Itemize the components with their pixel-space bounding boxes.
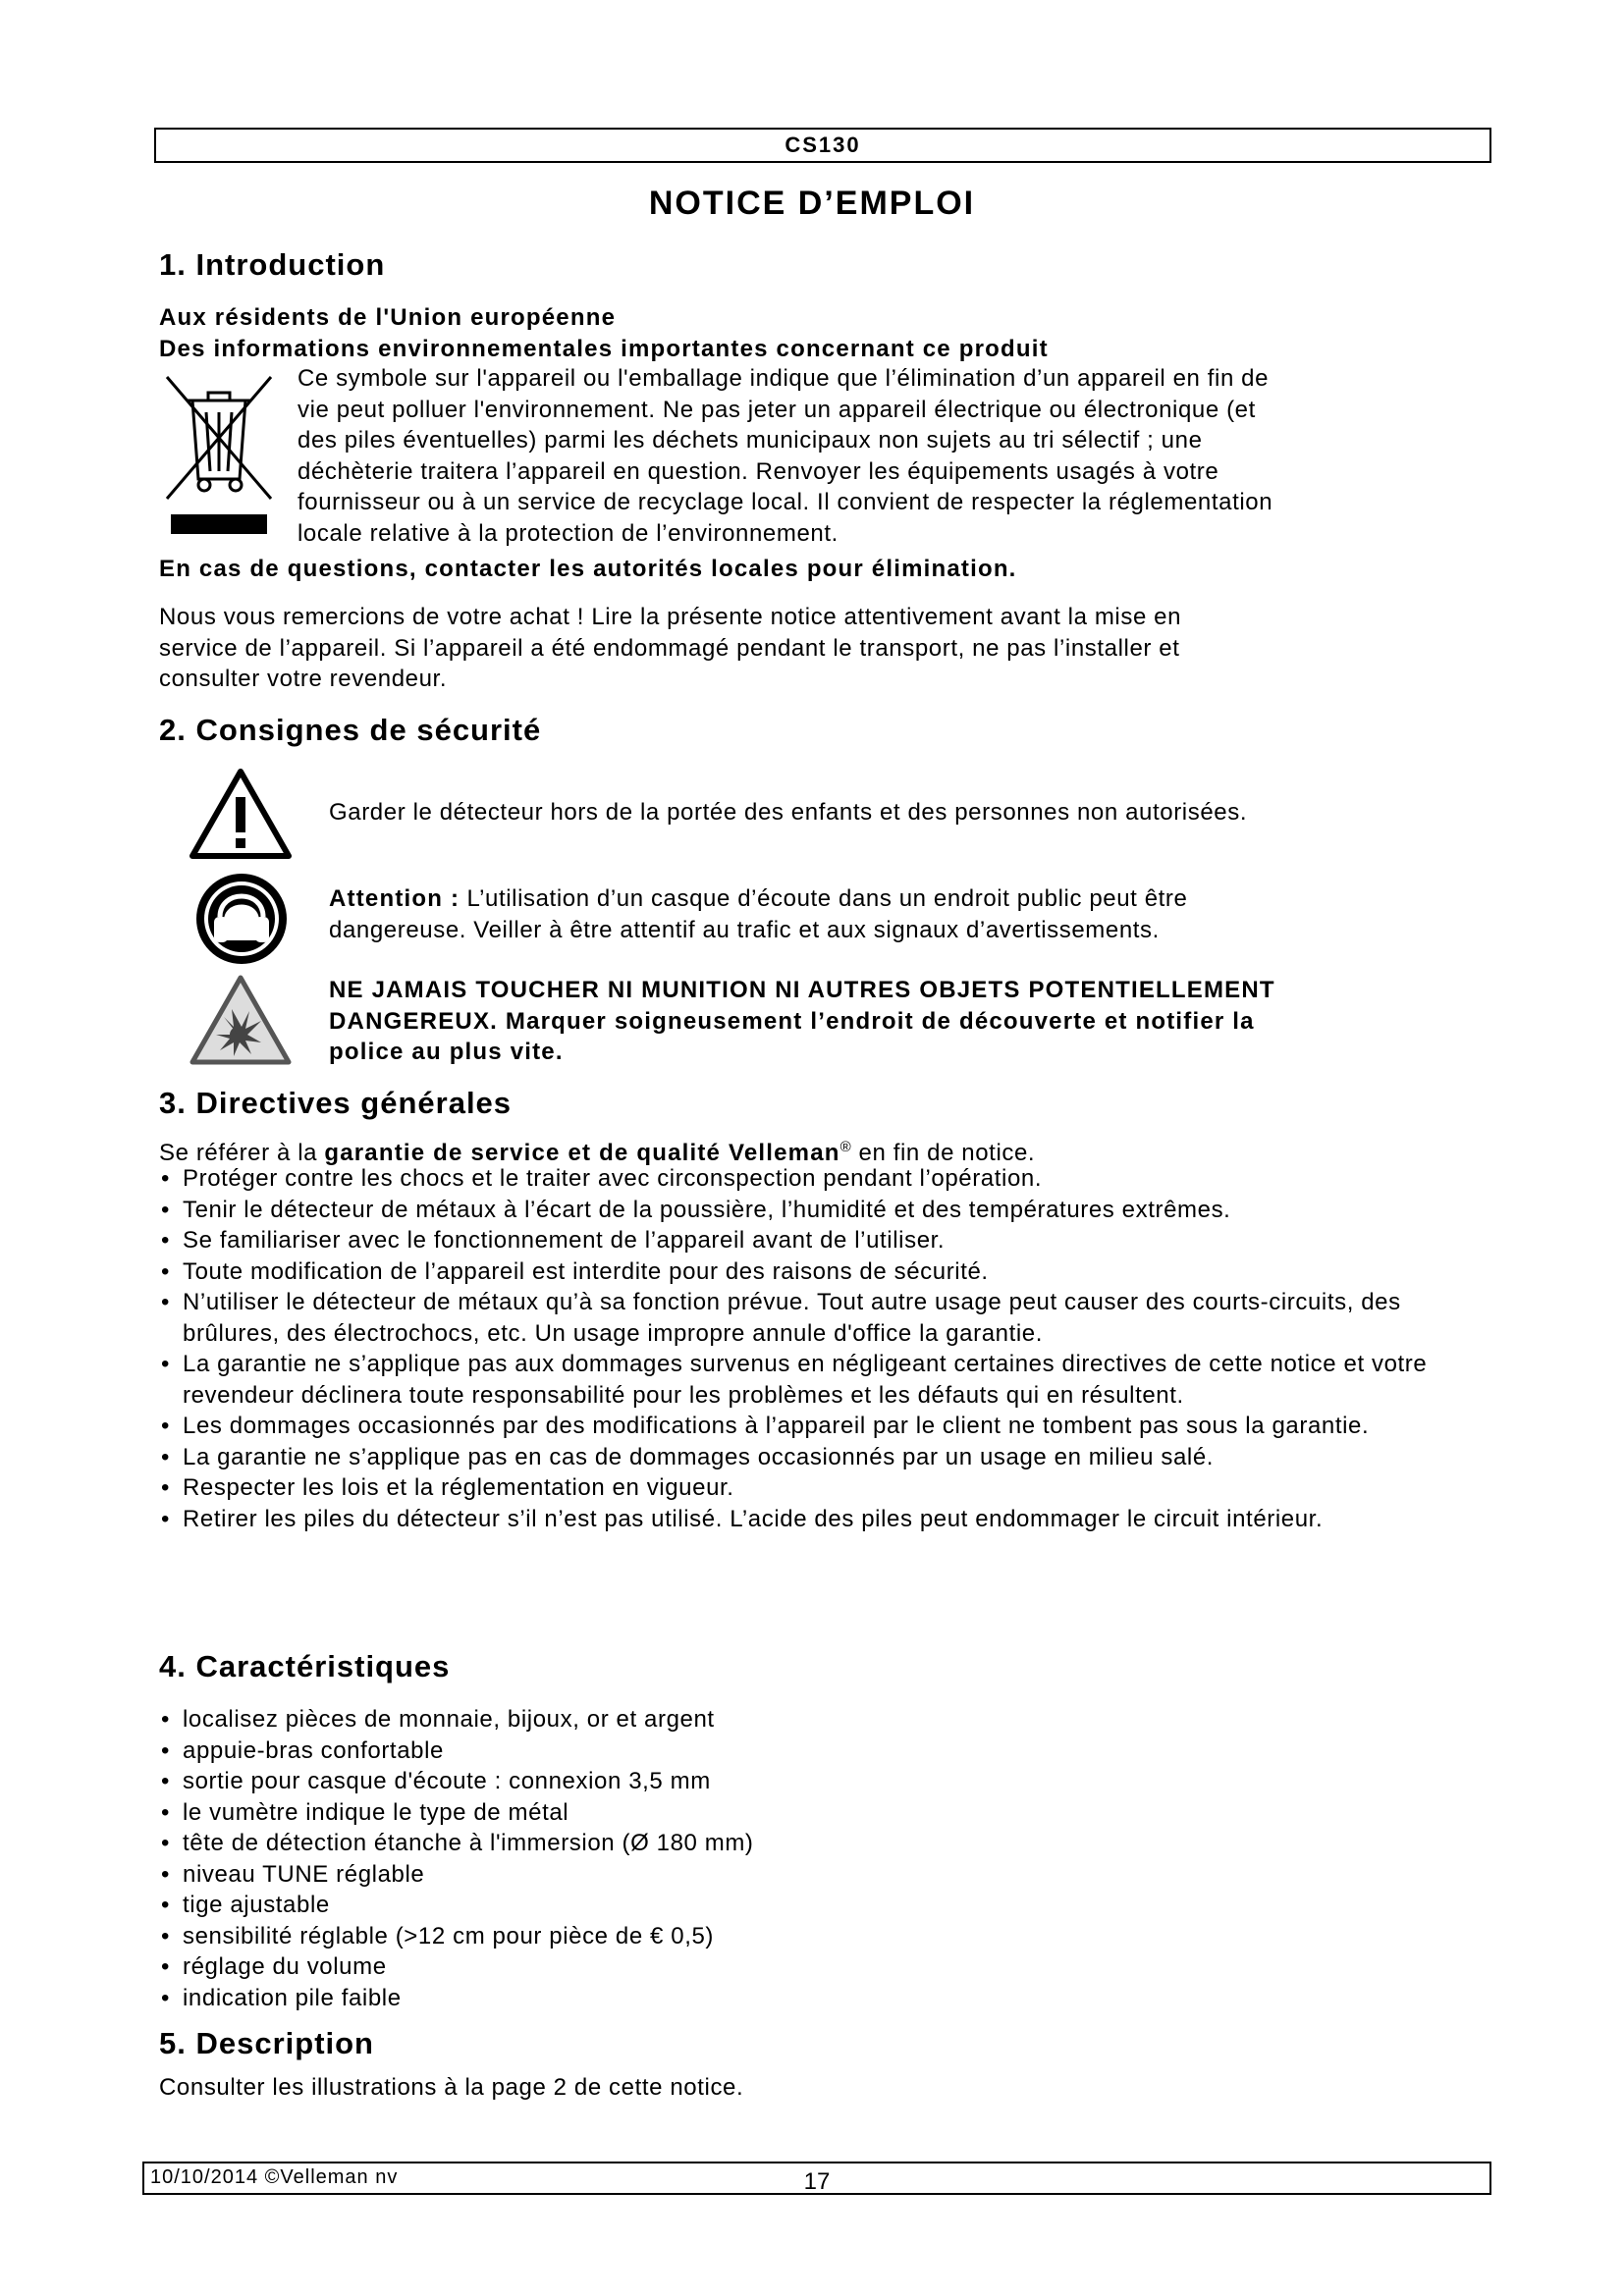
list-item: • La garantie ne s’applique pas aux dommages survenus en négligeant certaines directives de cette notice et votre revendeur déclinera toute responsabilité pour les problèmes et les défauts qui en résultent.	[159, 1349, 1485, 1411]
features-list	[159, 1704, 1485, 2013]
weee-paragraph: Ce symbole sur l'appareil ou l'emballage indique que l’élimination d’un appareil en fin de vie peut polluer l'environnement. Ne pas jeter un appareil électrique ou électronique (et des piles éventuelles) parmi les déchets municipaux non sujets au tri sélectif ; une déchèterie traitera l’appareil en question. Renvoyer les équipements usagés à votre fournisseur ou à un service de recyclage local. Il convient de respecter la réglementation locale relative à la protection de l’environnement.	[298, 365, 1273, 547]
attention-label: Attention :	[329, 885, 460, 912]
attention-paragraph: Attention : L’utilisation d’un casque d’écoute dans un endroit public peut être dangereuse. Veiller à être attentif au trafic et aux signaux d’avertissements.	[329, 885, 1188, 943]
page-number: 17	[803, 2168, 831, 2195]
list-item: • Se familiariser avec le fonctionnement de l’appareil avant de l’utiliser.	[159, 1225, 1485, 1256]
explosive-icon	[189, 974, 293, 1066]
warranty-reference: Se référer à la garantie de service et de qualité Velleman® en fin de notice.	[159, 1139, 1036, 1166]
heading-general: 3. Directives générales	[159, 1086, 513, 1120]
list-item: • réglage du volume	[159, 1951, 1485, 1983]
list-item: • Protéger contre les chocs et le traiter avec circonspection pendant l’opération.	[159, 1163, 1485, 1195]
description-text: Consulter les illustrations à la page 2 de cette notice.	[159, 2074, 744, 2101]
heading-introduction: 1. Introduction	[159, 247, 386, 282]
list-item: • niveau TUNE réglable	[159, 1859, 1485, 1891]
heading-description: 5. Description	[159, 2026, 374, 2060]
footer	[142, 2162, 1491, 2195]
list-item: • La garantie ne s’applique pas en cas de dommages occasionnés par un usage en milieu salé.	[159, 1442, 1485, 1473]
header-model: CS130	[154, 128, 1491, 163]
list-item: • tige ajustable	[159, 1890, 1485, 1921]
explosive-warning: NE JAMAIS TOUCHER NI MUNITION NI AUTRES OBJETS POTENTIELLEMENT DANGEREUX. Marquer soigneusement l’endroit de découverte et notifier la police au plus vite.	[329, 977, 1275, 1065]
warning-triangle-icon	[189, 768, 293, 860]
thanks-paragraph: Nous vous remercions de votre achat ! Lire la présente notice attentivement avant la mise en service de l’appareil. Si l’appareil a été endommagé pendant le transport, ne pas l’installer et consulter votre revendeur.	[159, 604, 1182, 692]
general-directives-list	[159, 1163, 1485, 1534]
headphones-icon	[194, 872, 289, 966]
list-item: • Tenir le détecteur de métaux à l’écart de la poussière, l’humidité et des températures extrêmes.	[159, 1195, 1485, 1226]
list-item: • Les dommages occasionnés par des modifications à l’appareil par le client ne tombent pas sous la garantie.	[159, 1411, 1485, 1442]
weee-bin-icon	[163, 371, 275, 538]
list-item: • sensibilité réglable (>12 cm pour pièce de € 0,5)	[159, 1921, 1485, 1952]
eu-residents-text: Aux résidents de l'Union européenne	[159, 304, 617, 331]
list-item: • le vumètre indique le type de métal	[159, 1797, 1485, 1829]
page-title: NOTICE D’EMPLOI	[648, 185, 976, 222]
footer-date: 10/10/2014 ©Velleman nv	[150, 2166, 399, 2188]
list-item: • sortie pour casque d'écoute : connexion 3,5 mm	[159, 1766, 1485, 1797]
list-item: • Toute modification de l’appareil est interdite pour des raisons de sécurité.	[159, 1256, 1485, 1288]
list-item: • indication pile faible	[159, 1983, 1485, 2014]
list-item: • localisez pièces de monnaie, bijoux, or et argent	[159, 1704, 1485, 1735]
list-item: • tête de détection étanche à l'immersion (Ø 180 mm)	[159, 1828, 1485, 1859]
warning-text: Garder le détecteur hors de la portée des enfants et des personnes non autorisées.	[329, 799, 1248, 826]
list-item: • Respecter les lois et la réglementation en vigueur.	[159, 1472, 1485, 1504]
heading-safety: 2. Consignes de sécurité	[159, 713, 542, 747]
list-item: • appuie-bras confortable	[159, 1735, 1485, 1767]
questions-text: En cas de questions, contacter les autorités locales pour élimination.	[159, 556, 1017, 582]
env-info-text: Des informations environnementales importantes concernant ce produit	[159, 336, 1049, 362]
heading-features: 4. Caractéristiques	[159, 1649, 451, 1683]
list-item: • N’utiliser le détecteur de métaux qu’à sa fonction prévue. Tout autre usage peut causer des courts-circuits, des brûlures, des électrochocs, etc. Un usage impropre annule d'office la garantie.	[159, 1287, 1485, 1349]
list-item: • Retirer les piles du détecteur s’il n’est pas utilisé. L’acide des piles peut endommager le circuit intérieur.	[159, 1504, 1485, 1535]
